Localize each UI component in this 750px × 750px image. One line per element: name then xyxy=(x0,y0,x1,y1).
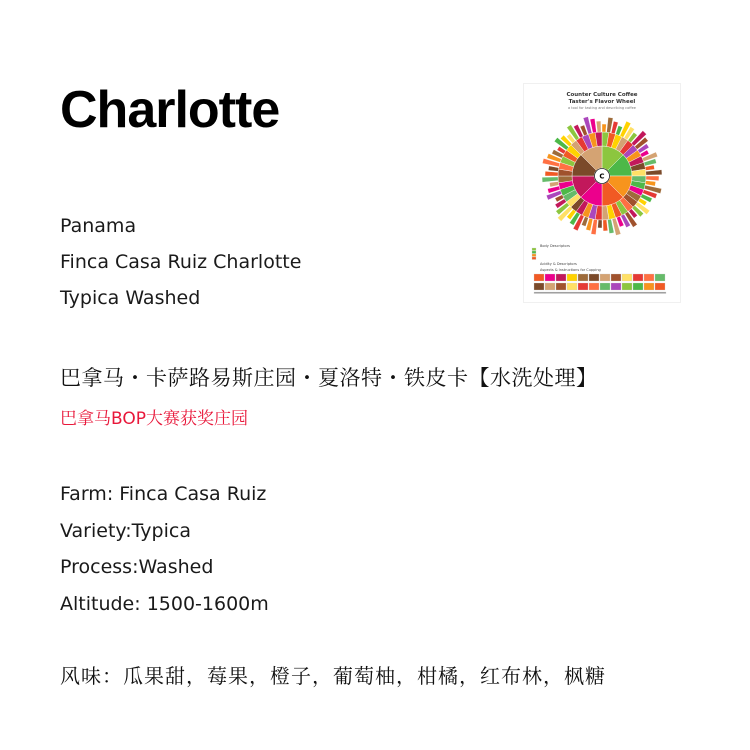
wheel-outer-ray xyxy=(646,176,659,181)
legend-label-acidity: Acidity & Descriptors xyxy=(540,262,577,266)
wheel-outer-ray xyxy=(646,170,662,175)
legend-swatches xyxy=(530,240,674,298)
legend-swatch xyxy=(600,274,610,281)
legend-swatch xyxy=(600,283,610,290)
wheel-outer-ray xyxy=(545,171,558,176)
legend-label-aspects: Aspects & Instructions for Cupping xyxy=(540,268,601,272)
flavor-notes: 风味：瓜果甜，莓果，橙子，葡萄柚，柑橘，红布林，枫糖 xyxy=(60,664,606,688)
wheel-outer-ray xyxy=(603,220,608,231)
chinese-title: 巴拿马・卡萨路易斯庄园・夏洛特・铁皮卡【水洗处理】 xyxy=(60,366,598,390)
wheel-outer-ray xyxy=(645,181,655,187)
legend-swatch xyxy=(589,274,599,281)
legend-swatch xyxy=(611,274,621,281)
legend-swatch xyxy=(622,274,632,281)
page-title: Charlotte xyxy=(60,81,280,139)
wheel-outer-ray xyxy=(542,177,558,182)
legend-swatch xyxy=(578,283,588,290)
legend-swatch xyxy=(655,274,665,281)
spec-farm: Farm: Finca Casa Ruiz xyxy=(60,483,267,505)
legend-swatch xyxy=(532,254,536,257)
legend-swatch xyxy=(633,283,643,290)
spec-process: Process:Washed xyxy=(60,556,214,578)
spec-altitude: Altitude: 1500-1600m xyxy=(60,592,269,615)
wheel-outer-ray xyxy=(548,166,558,172)
wheel-legend xyxy=(530,240,674,298)
award-note: 巴拿马BOP大赛获奖庄园 xyxy=(60,409,248,429)
wheel-caption: a tool for tasting and describing coffee xyxy=(568,106,636,110)
legend-swatch xyxy=(532,248,536,251)
legend-swatch xyxy=(655,283,665,290)
wheel-center-label: C xyxy=(599,172,605,181)
legend-swatch xyxy=(545,283,555,290)
origin-country: Panama xyxy=(60,215,137,237)
legend-swatch xyxy=(534,283,544,290)
wheel-subheading: Taster's Flavor Wheel xyxy=(568,99,636,105)
legend-swatch xyxy=(545,274,555,281)
legend-swatch xyxy=(578,274,588,281)
flavor-wheel-graphic xyxy=(524,114,680,240)
origin-variety-process: Typica Washed xyxy=(60,287,201,309)
flavor-wheel-image xyxy=(524,84,680,302)
spec-list xyxy=(60,476,269,622)
wheel-outer-ray xyxy=(596,121,601,132)
origin-farm: Finca Casa Ruiz Charlotte xyxy=(60,251,302,273)
legend-divider xyxy=(534,292,666,294)
legend-swatch xyxy=(589,283,599,290)
wheel-outer-ray xyxy=(549,182,559,188)
legend-swatch xyxy=(633,274,643,281)
legend-label-body: Body Descriptors xyxy=(540,244,570,248)
legend-swatch xyxy=(611,283,621,290)
wheel-outer-ray xyxy=(602,124,606,132)
origin-info xyxy=(60,208,301,316)
wheel-heading: Counter Culture Coffee xyxy=(566,92,638,98)
wheel-outer-ray xyxy=(598,220,602,228)
legend-swatch xyxy=(556,274,566,281)
spec-variety: Variety:Typica xyxy=(60,519,191,542)
legend-swatch xyxy=(567,274,577,281)
legend-swatch xyxy=(534,274,544,281)
legend-swatch xyxy=(644,283,654,290)
legend-swatch xyxy=(622,283,632,290)
wheel-outer-ray xyxy=(645,165,655,171)
legend-swatch xyxy=(567,283,577,290)
legend-swatch xyxy=(532,257,536,260)
legend-swatch xyxy=(644,274,654,281)
legend-swatch xyxy=(556,283,566,290)
legend-swatch xyxy=(532,251,536,254)
